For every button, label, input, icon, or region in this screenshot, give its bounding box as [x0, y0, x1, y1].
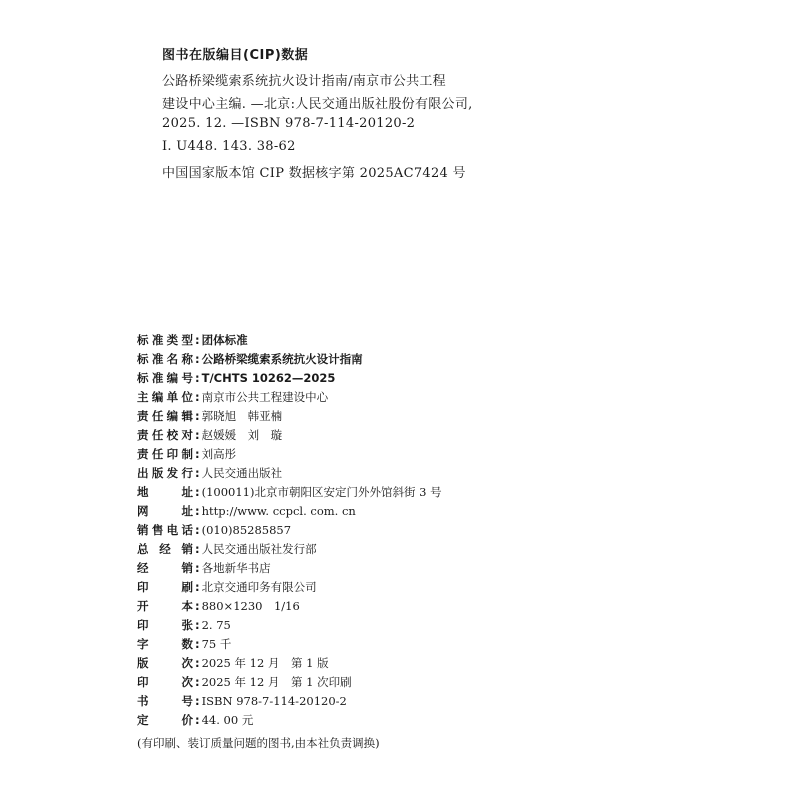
row-label: 定价: [137, 712, 193, 727]
row-label: 印刷: [137, 579, 193, 594]
row-label: 责任校对: [137, 427, 193, 442]
imprint-row-standard-type: 标准类型 : 团体标准: [137, 332, 248, 347]
row-value: 北京交通印务有限公司: [201, 579, 317, 594]
row-value: 团体标准: [201, 332, 248, 347]
imprint-row-standard-number: 标准编号 : T/CHTS 10262—2025: [137, 370, 336, 385]
row-value: 赵媛媛 刘 璇: [201, 427, 283, 442]
row-label: 标准类型: [137, 332, 193, 347]
imprint-row-sales-phone: 销售电话 : (010)85285857: [137, 522, 292, 537]
row-label: 责任印制: [137, 446, 193, 461]
cip-line-4: Ⅰ. U448. 143. 38-62: [162, 139, 296, 154]
imprint-row-word-count: 字数 : 75 千: [137, 636, 232, 651]
row-value: http://www. ccpcl. com. cn: [201, 503, 356, 518]
imprint-row-standard-name: 标准名称 : 公路桥梁缆索系统抗火设计指南: [137, 351, 363, 366]
row-value: 2. 75: [201, 617, 231, 632]
row-label: 开本: [137, 598, 193, 613]
row-label: 网址: [137, 503, 193, 518]
cip-line-5: 中国国家版本馆 CIP 数据核字第 2025AC7424 号: [162, 166, 466, 181]
row-label: 主编单位: [137, 389, 193, 404]
imprint-row-book-number: 书号 : ISBN 978-7-114-20120-2: [137, 693, 347, 708]
row-label: 印次: [137, 674, 193, 689]
imprint-row-editor-unit: 主编单位 : 南京市公共工程建设中心: [137, 389, 329, 404]
row-label: 地址: [137, 484, 193, 499]
row-value: 各地新华书店: [201, 560, 271, 575]
row-label: 销售电话: [137, 522, 193, 537]
row-value: (010)85285857: [201, 522, 292, 537]
row-value: 2025 年 12 月 第 1 版: [201, 655, 329, 670]
imprint-row-proofreader: 责任校对 : 赵媛媛 刘 璇: [137, 427, 283, 442]
row-value: (100011)北京市朝阳区安定门外外馆斜街 3 号: [201, 484, 442, 499]
row-value: 刘高彤: [201, 446, 237, 461]
imprint-row-format: 开本 : 880×1230 1/16: [137, 598, 300, 613]
imprint-row-edition: 版次 : 2025 年 12 月 第 1 版: [137, 655, 329, 670]
row-value: 75 千: [201, 636, 232, 651]
row-value: 880×1230 1/16: [201, 598, 300, 613]
cip-line-2: 建设中心主编. —北京:人民交通出版社股份有限公司,: [162, 97, 473, 112]
row-label: 书号: [137, 693, 193, 708]
row-label: 标准名称: [137, 351, 193, 366]
row-value: ISBN 978-7-114-20120-2: [201, 693, 347, 708]
imprint-row-printer: 印刷 : 北京交通印务有限公司: [137, 579, 317, 594]
row-label: 印张: [137, 617, 193, 632]
imprint-row-sheets: 印张 : 2. 75: [137, 617, 231, 632]
imprint-row-address: 地址 : (100011)北京市朝阳区安定门外外馆斜街 3 号: [137, 484, 442, 499]
imprint-row-website: 网址 : http://www. ccpcl. com. cn: [137, 503, 356, 518]
row-label: 标准编号: [137, 370, 193, 385]
row-label: 版次: [137, 655, 193, 670]
row-value: 人民交通出版社: [201, 465, 283, 480]
row-value: 郭晓旭 韩亚楠: [201, 408, 283, 423]
row-value: 公路桥梁缆索系统抗火设计指南: [201, 351, 363, 366]
imprint-row-printing: 印次 : 2025 年 12 月 第 1 次印刷: [137, 674, 352, 689]
cip-line-3: 2025. 12. —ISBN 978-7-114-20120-2: [162, 116, 416, 131]
row-label: 总经销: [137, 541, 193, 556]
row-value: 44. 00 元: [201, 712, 254, 727]
row-label: 字数: [137, 636, 193, 651]
row-value: 人民交通出版社发行部: [201, 541, 317, 556]
row-label: 经销: [137, 560, 193, 575]
imprint-row-printing-manager: 责任印制 : 刘高彤: [137, 446, 237, 461]
row-value: 2025 年 12 月 第 1 次印刷: [201, 674, 352, 689]
row-label: 责任编辑: [137, 408, 193, 423]
row-value: 南京市公共工程建设中心: [201, 389, 329, 404]
cip-line-1: 公路桥梁缆索系统抗火设计指南/南京市公共工程: [162, 74, 446, 89]
imprint-row-publisher: 出版发行 : 人民交通出版社: [137, 465, 283, 480]
row-label: 出版发行: [137, 465, 193, 480]
imprint-row-editor: 责任编辑 : 郭晓旭 韩亚楠: [137, 408, 283, 423]
quality-note: (有印刷、装订质量问题的图书,由本社负责调换): [137, 736, 380, 750]
row-value: T/CHTS 10262—2025: [201, 370, 336, 385]
cip-title: 图书在版编目(CIP)数据: [162, 48, 309, 63]
imprint-row-distributor: 经销 : 各地新华书店: [137, 560, 271, 575]
imprint-row-price: 定价 : 44. 00 元: [137, 712, 254, 727]
imprint-row-general-distributor: 总经销 : 人民交通出版社发行部: [137, 541, 317, 556]
